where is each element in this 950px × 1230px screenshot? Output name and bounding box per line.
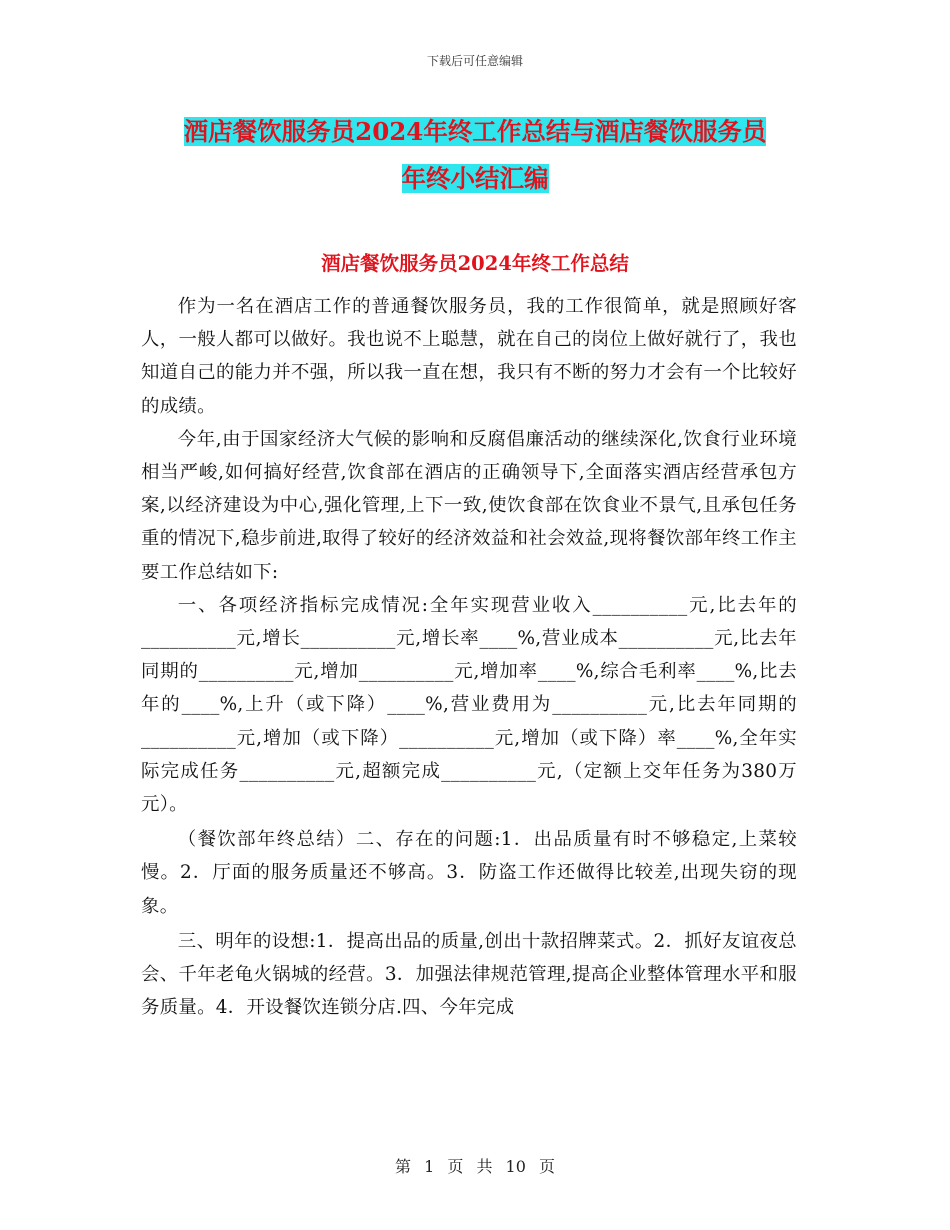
paragraph-problems: （餐饮部年终总结）二、存在的问题:1．出品质量有时不够稳定,上菜较慢。2．厅面的服务质量还不够高。3．防盗工作还做得比较差,出现失窃的现象。 xyxy=(141,829,797,917)
page-number-footer: 第 1 页 共 10 页 xyxy=(395,1157,555,1176)
paragraph-economic-indicators: 一、各项经济指标完成情况:全年实现营业收入__________元,比去年的__________元,增长__________元,增长率____%,营业成本__________元,比去年同期的__________元,增加__________元,增加率____%,综合毛利率____%,比去年的____%,上升（或下降）____%,营业费用为__________元,比去年同期的__________元,增加（或下降）__________元,增加（或下降）率____%,全年实际完成任务__________元,超额完成__________元,（定额上交年任务为380万元）。 xyxy=(141,594,797,816)
document-body xyxy=(141,290,797,1024)
paragraph-plans: 三、明年的设想:1．提高出品的质量,创出十款招牌菜式。2．抓好友谊夜总会、千年老龟火锅城的经营。3．加强法律规范管理,提高企业整体管理水平和服务质量。4．开设餐饮连锁分店.四、今年完成 xyxy=(141,930,797,1019)
paragraph-background: 今年,由于国家经济大气候的影响和反腐倡廉活动的继续深化,饮食行业环境相当严峻,如何搞好经营,饮食部在酒店的正确领导下,全面落实酒店经营承包方案,以经济建设为中心,强化管理,上下一致,使饮食部在饮食业不景气,且承包任务重的情况下,稳步前进,取得了较好的经济效益和社会效益,现将餐饮部年终工作主要工作总结如下: xyxy=(141,428,797,583)
section-title: 酒店餐饮服务员2024年终工作总结 xyxy=(321,252,629,275)
header-note: 下载后可任意编辑 xyxy=(426,54,523,68)
paragraph-intro: 作为一名在酒店工作的普通餐饮服务员，我的工作很简单，就是照顾好客人，一般人都可以做好。我也说不上聪慧，就在自己的岗位上做好就行了，我也知道自己的能力并不强，所以我一直在想，我只有不断的努力才会有一个比较好的成绩。 xyxy=(141,296,797,417)
main-title-line-1: 酒店餐饮服务员2024年终工作总结与酒店餐饮服务员 xyxy=(183,117,767,146)
main-title-line-2: 年终小结汇编 xyxy=(401,164,549,193)
document-main-title xyxy=(0,108,950,202)
